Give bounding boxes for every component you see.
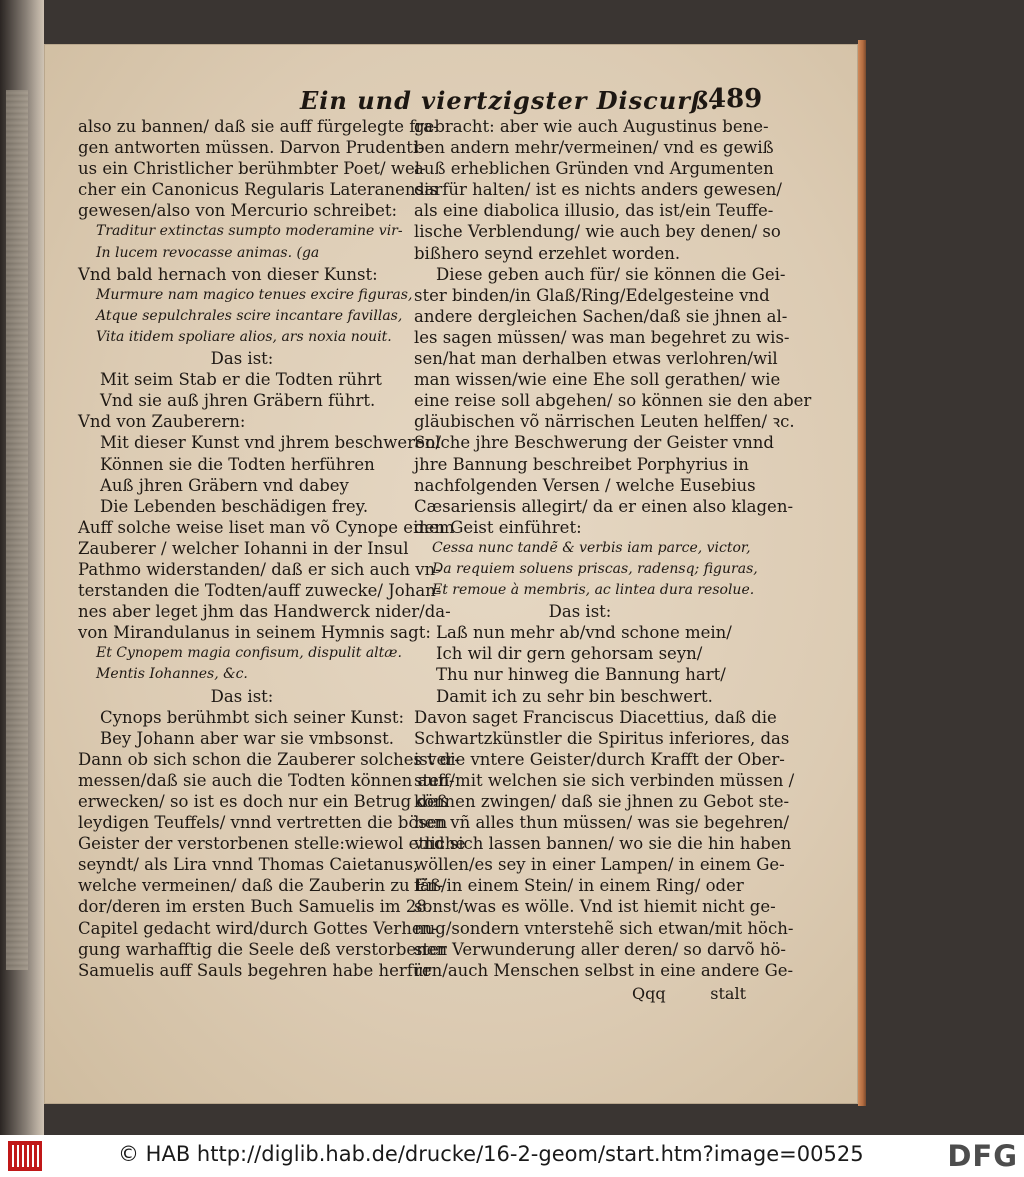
running-head: Ein und viertzigster Discurß. <box>300 86 720 115</box>
text-line: Capitel gedacht wird/durch Gottes Verhen- <box>78 918 438 938</box>
text-line: gebracht: aber wie auch Augustinus bene- <box>414 117 769 136</box>
text-line: nachfolgenden Versen / welche Eusebius <box>414 475 756 495</box>
text-line: Mit dieser Kunst vnd jhrem beschweren/ <box>100 433 442 453</box>
text-line: ster Verwunderung aller deren/ so darvõ hö- <box>414 939 786 959</box>
text-line: von Mirandulanus in seinem Hymnis sagt: <box>78 623 431 643</box>
adjacent-page-stack <box>6 90 28 970</box>
text-line: fäß/in einem Stein/ in einem Ring/ oder <box>414 876 744 896</box>
text-line: bißhero seynd erzehlet worden. <box>414 243 681 263</box>
text-line: Das ist: <box>548 602 612 622</box>
text-line: nug/sondern vnterstehẽ sich etwan/mit höch- <box>414 918 794 938</box>
text-line: Et remoue à membris, ac lintea dura resolue. <box>432 582 755 599</box>
text-line: hen vñ alles thun müssen/ was sie begehren/ <box>414 813 790 833</box>
text-line: Bey Johann aber war sie vmbsonst. <box>100 728 395 748</box>
text-line: Mentis Iohannes, &c. <box>96 666 248 683</box>
right-text-column <box>414 116 812 981</box>
hab-logo-icon <box>8 1141 42 1171</box>
text-line: Das ist: <box>210 686 274 706</box>
text-line: Vnd bald hernach von dieser Kunst: <box>78 264 378 284</box>
text-line: Auß jhren Gräbern vnd dabey <box>100 475 349 495</box>
text-line: ster binden/in Glaß/Ring/Edelgesteine vnd <box>414 285 770 305</box>
text-line: lische Verblendung/ wie auch bey denen/ so <box>414 222 781 242</box>
text-line: Traditur extinctas sumpto moderamine vir- <box>96 223 403 240</box>
text-line: Ich wil dir gern gehorsam seyn/ <box>436 644 703 664</box>
text-line: us ein Christlicher berühmbter Poet/ wel- <box>78 159 426 179</box>
text-line: terstanden die Todten/auff zuwecke/ Johan- <box>78 581 442 601</box>
text-line: cher ein Canonicus Regularis Lateranensis <box>78 180 438 200</box>
text-line: als eine diabolica illusio, das ist/ein Teuffe- <box>414 201 774 221</box>
text-line: Mit seim Stab er die Todten rührt <box>100 370 382 390</box>
text-line: gläubischen võ närrischen Leuten helffen/ ꝛc. <box>414 412 795 432</box>
text-line: man wissen/wie eine Ehe soll gerathen/ wie <box>414 370 781 390</box>
page-number: 489 <box>708 84 763 114</box>
text-line: sonst/was es wölle. Vnd ist hiemit nicht ge- <box>414 897 776 917</box>
dfg-logo: DFG <box>947 1139 1018 1173</box>
text-line: Pathmo widerstanden/ daß er sich auch vn- <box>78 559 441 579</box>
text-line: welche vermeinen/ daß die Zauberin zu En- <box>78 876 444 896</box>
text-line: Da requiem soluens priscas, radensq; figuras, <box>432 560 758 577</box>
left-text-column <box>78 116 466 981</box>
text-line: dor/deren im ersten Buch Samuelis im 28. <box>78 897 433 917</box>
text-line: sten/mit welchen sie sich verbinden müssen / <box>414 770 795 790</box>
text-line: den Geist einführet: <box>414 517 582 537</box>
text-line: gen antworten müssen. Darvon Prudenti- <box>78 138 424 158</box>
text-line: Laß nun mehr ab/vnd schone mein/ <box>436 623 732 643</box>
text-line: les sagen müssen/ was man begehret zu wis- <box>414 327 790 347</box>
text-line: In lucem revocasse animas. (ga <box>96 244 320 261</box>
text-line: erwecken/ so ist es doch nur ein Betrug deß <box>78 792 448 811</box>
text-line: gung warhafftig die Seele deß verstorbenen <box>78 939 448 959</box>
text-line: Geister der verstorbenen stelle:wiewol etliche <box>78 834 466 854</box>
text-line: vnd sich lassen bannen/ wo sie die hin haben <box>414 834 792 854</box>
text-line: gewesen/also von Mercurio schreibet: <box>78 201 398 221</box>
text-line: andere dergleichen Sachen/daß sie jhnen al- <box>414 306 788 326</box>
book-binding-edge <box>0 0 44 1135</box>
text-line: Davon saget Franciscus Diacettius, daß die <box>414 707 777 727</box>
text-line: Vnd von Zauberern: <box>78 412 246 432</box>
text-line: Auff solche weise liset man võ Cynope einem <box>78 517 455 537</box>
text-line: können zwingen/ daß sie jhnen zu Gebot ste- <box>414 792 790 811</box>
text-line: Das ist: <box>210 349 274 369</box>
text-line: Samuelis auff Sauls begehren habe herfür <box>78 960 432 980</box>
text-line: leydigen Teuffels/ vnnd vertretten die bösen <box>78 813 448 833</box>
text-line: wöllen/es sey in einer Lampen/ in einem Ge- <box>414 855 785 875</box>
text-line: auß erheblichen Gründen vnd Argumenten <box>414 159 774 179</box>
text-line: Zauberer / welcher Iohanni in der Insul <box>78 538 409 558</box>
catchword: stalt <box>710 984 746 1003</box>
viewer-footer <box>0 1135 1024 1177</box>
text-line: Dann ob sich schon die Zauberer solches ver- <box>78 749 460 769</box>
text-line: ist die vntere Geister/durch Krafft der Ober- <box>414 749 785 769</box>
text-line: Vita itidem spoliare alios, ars noxia nouit. <box>96 328 392 345</box>
text-line: nes aber leget jhm das Handwerck nider/da- <box>78 602 451 622</box>
text-line: Cessa nunc tandẽ & verbis iam parce, victor, <box>432 539 751 556</box>
text-line: seyndt/ als Lira vnnd Thomas Caietanus, <box>78 855 419 875</box>
text-line: also zu bannen/ daß sie auff fürgelegte fra- <box>78 117 439 136</box>
text-line: Solche jhre Beschwerung der Geister vnnd <box>414 433 774 453</box>
text-line: jhre Bannung beschreibet Porphyrius in <box>414 454 749 474</box>
text-line: Können sie die Todten herführen <box>100 454 375 474</box>
copyright-link[interactable]: © HAB http://diglib.hab.de/drucke/16-2-geom/start.htm?image=00525 <box>118 1142 864 1166</box>
text-line: ben andern mehr/vermeinen/ vnd es gewiß <box>414 138 774 158</box>
page-gilt-edge <box>858 40 866 1106</box>
text-line: Et Cynopem magia confisum, dispulit altæ. <box>96 645 402 662</box>
text-line: Atque sepulchrales scire incantare favillas, <box>96 307 403 324</box>
signature-mark: Qqq <box>632 984 666 1003</box>
text-line: Cynops berühmbt sich seiner Kunst: <box>100 707 405 727</box>
text-line: ren/auch Menschen selbst in eine andere Ge- <box>414 960 794 980</box>
text-line: Thu nur hinweg die Bannung hart/ <box>436 665 726 685</box>
text-line: darfür halten/ ist es nichts anders gewesen/ <box>414 180 782 200</box>
text-line: Schwartzkünstler die Spiritus inferiores, das <box>414 728 790 748</box>
text-line: messen/daß sie auch die Todten können auff- <box>78 770 455 790</box>
text-line: eine reise soll abgehen/ so können sie den aber <box>414 391 812 411</box>
text-line: Vnd sie auß jhren Gräbern führt. <box>100 391 376 411</box>
text-line: sen/hat man derhalben etwas verlohren/wil <box>414 349 778 369</box>
text-line: Diese geben auch für/ sie können die Gei- <box>436 264 786 284</box>
text-line: Damit ich zu sehr bin beschwert. <box>436 686 713 706</box>
text-line: Cæsariensis allegirt/ da er einen also klagen- <box>414 496 794 516</box>
text-line: Die Lebenden beschädigen frey. <box>100 496 369 516</box>
text-line: Murmure nam magico tenues excire figuras, <box>96 286 413 303</box>
